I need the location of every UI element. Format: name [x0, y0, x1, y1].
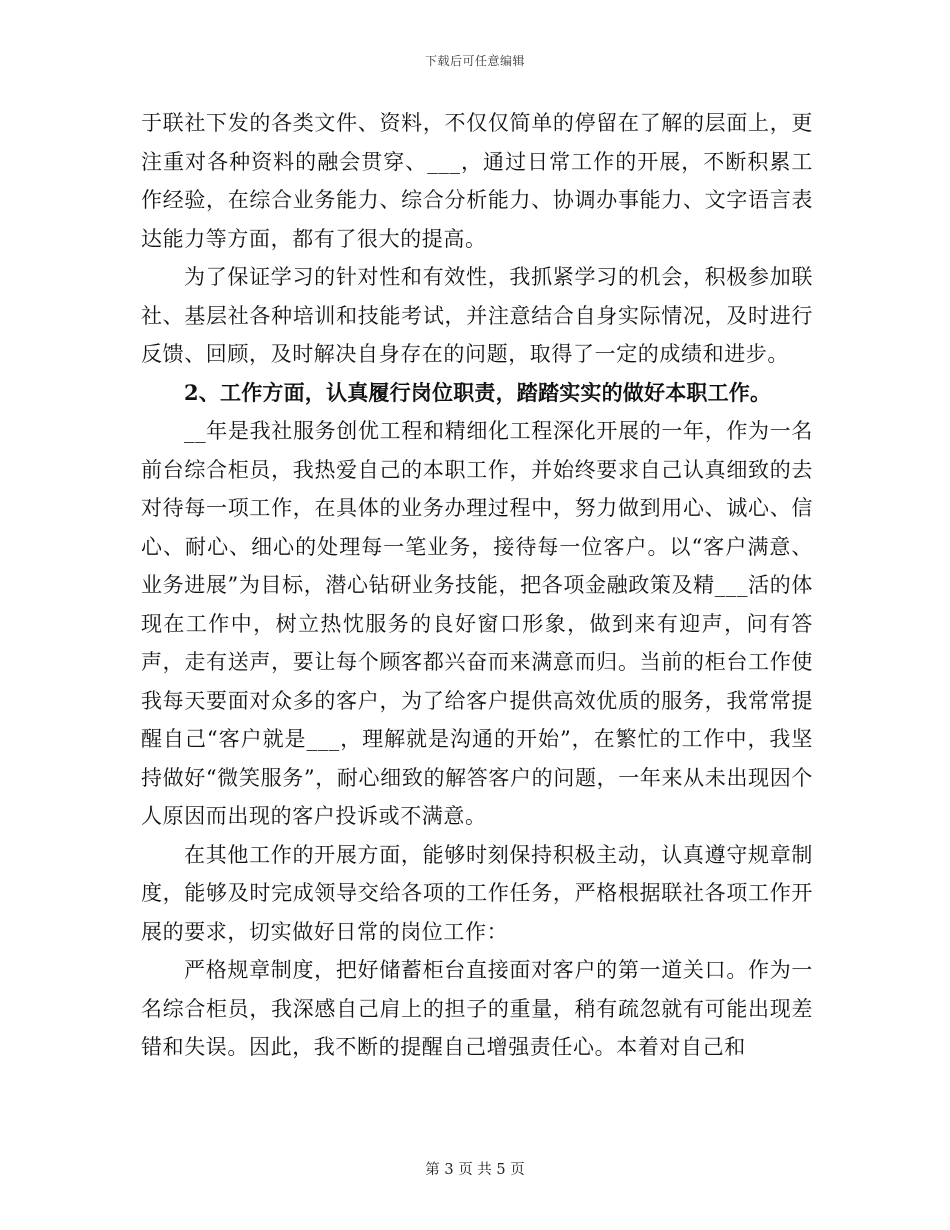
paragraph-other-work: 在其他工作的开展方面，能够时刻保持积极主动，认真遵守规章制度，能够及时完成领导交给各项的工作任务，严格根据联社各项工作开展的要求，切实做好日常的岗位工作： [141, 842, 813, 944]
paragraph-rules: 严格规章制度，把好储蓄柜台直接面对客户的第一道关口。作为一名综合柜员，我深感自己肩上的担子的重量，稍有疏忽就有可能出现差错和失误。因此，我不断的提醒自己增强责任心。本着对自己和 [141, 958, 813, 1059]
document-body [141, 104, 813, 1067]
paragraph-work: __年是我社服务创优工程和精细化工程深化开展的一年，作为一名前台综合柜员，我热爱自己的本职工作，并始终要求自己认真细致的去对待每一项工作，在具体的业务办理过程中，努力做到用心、诚心、信心、耐心、细心的处理每一笔业务，接待每一位客户。以“客户满意、业务进展”为目标，潜心钻研业务技能，把各项金融政策及精___活的体现在工作中，树立热忱服务的良好窗口形象，做到来有迎声，问有答声，走有送声，要让每个顾客都兴奋而来满意而归。当前的柜台工作使我每天要面对众多的客户，为了给客户提供高效优质的服务，我常常提醒自己“客户就是___，理解就是沟通的开始”，在繁忙的工作中，我坚持做好“微笑服务”，耐心细致的解答客户的问题，一年来从未出现因个人原因而出现的客户投诉或不满意。 [141, 419, 813, 828]
paragraph-study: 为了保证学习的针对性和有效性，我抓紧学习的机会，积极参加联社、基层社各种培训和技能考试，并注意结合自身实际情况，及时进行反馈、回顾，及时解决自身存在的问题，取得了一定的成绩和进步。 [141, 265, 813, 366]
page-number: 第 3 页 共 5 页 [425, 1162, 525, 1178]
paragraph-continued: 于联社下发的各类文件、资料，不仅仅简单的停留在了解的层面上，更注重对各种资料的融会贯穿、___，通过日常工作的开展，不断积累工作经验，在综合业务能力、综合分析能力、协调办事能力、文字语言表达能力等方面，都有了很大的提高。 [141, 111, 813, 251]
page-header-note: 下载后可任意编辑 [424, 54, 525, 68]
section-heading: 2、工作方面，认真履行岗位职责，踏踏实实的做好本职工作。 [184, 379, 772, 405]
